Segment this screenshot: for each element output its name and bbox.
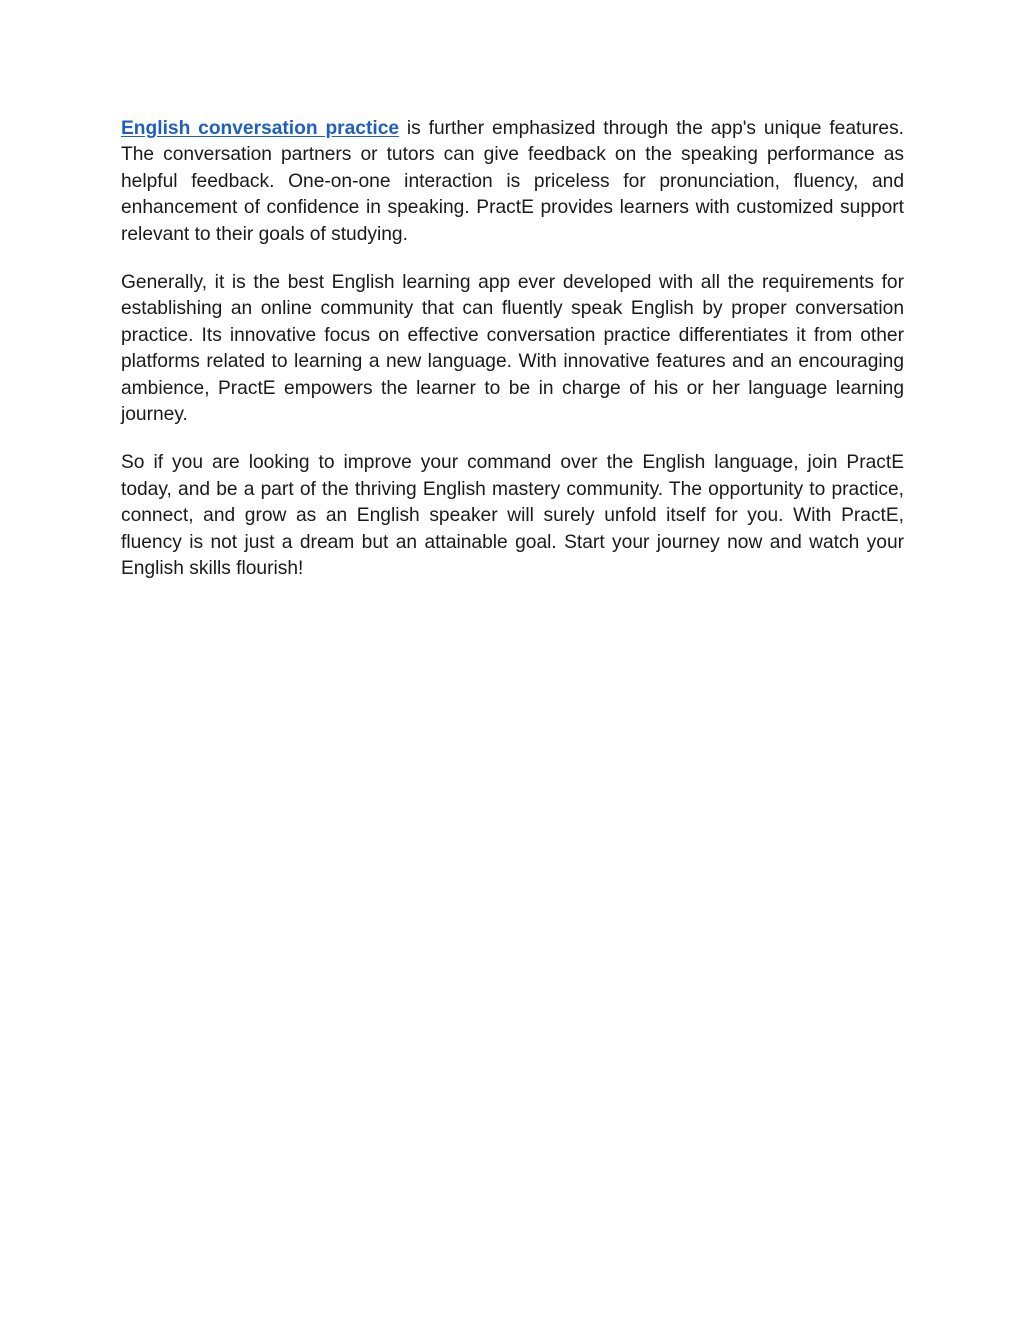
english-conversation-practice-link[interactable]: English conversation practice (121, 118, 400, 139)
paragraph-2 (121, 270, 904, 428)
paragraph-1 (121, 116, 904, 248)
paragraph-2-text: Generally, it is the best English learning app ever developed with all the requirements for establishing an online community that can fluently speak English by proper conversation practice. Its innovative focus on effective conversation practice differentiates it from other platforms related to learning a new language. With innovative features and an encouraging ambience, PractE empowers the learner to be in charge of his or her language learning journey. (121, 272, 904, 426)
paragraph-1-text: is further emphasized through the app's unique features. The conversation partners or tutors can give feedback on the speaking performance as helpful feedback. One-on-one interaction is priceless for pronunciation, fluency, and enhancement of confidence in speaking. PractE provides learners with customized support relevant to their goals of studying. (121, 118, 905, 245)
paragraph-3 (121, 450, 904, 582)
paragraph-3-text: So if you are looking to improve your command over the English language, join PractE today, and be a part of the thriving English mastery community. The opportunity to practice, connect, and grow as an English speaker will surely unfold itself for you. With PractE, fluency is not just a dream but an attainable goal. Start your journey now and watch your English skills flourish! (121, 452, 904, 580)
document-body (121, 116, 904, 605)
